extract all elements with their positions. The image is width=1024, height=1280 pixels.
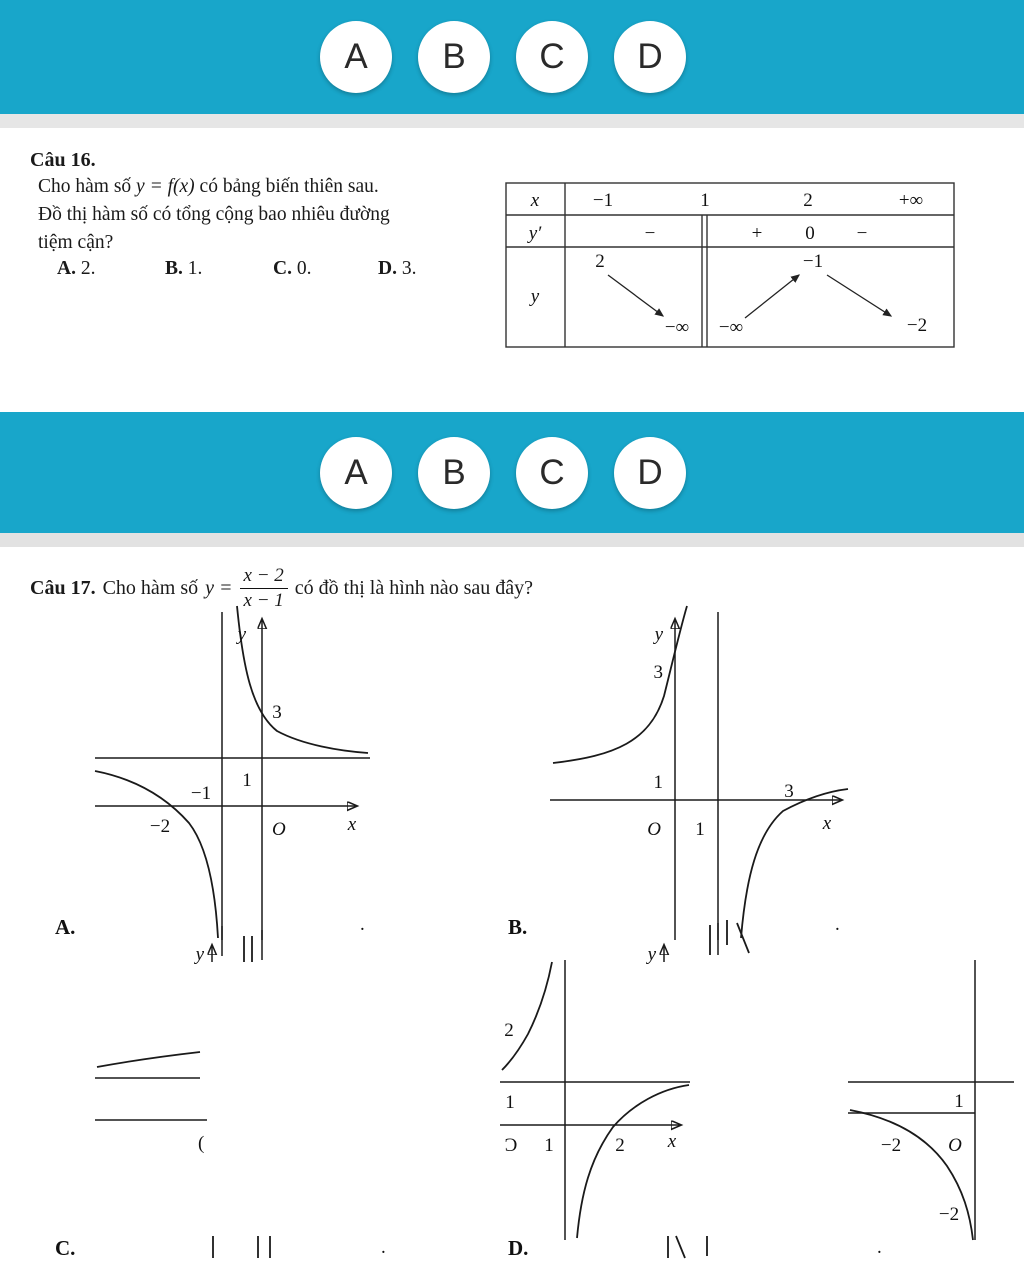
hyperbola-branch: [577, 1085, 689, 1238]
bbt-y-value: −∞: [664, 317, 690, 338]
divider: [0, 114, 1024, 128]
tick-label: 1: [242, 770, 252, 791]
graph-e: [848, 960, 1014, 1240]
hyperbola-branch: [502, 962, 552, 1070]
origin-label: O: [647, 819, 661, 840]
tick-label: −2: [149, 816, 171, 837]
crop-artifact: [646, 920, 749, 965]
axis-label-x: x: [347, 814, 357, 835]
origin-label: Ɔ: [504, 1135, 518, 1156]
tick-label: 3: [272, 702, 282, 723]
q16-text-prefix: Cho hàm số: [38, 176, 137, 197]
graph-d-label: D.: [508, 1236, 529, 1260]
bbt-sign: −: [644, 223, 656, 244]
q16-option-b-label: B.: [165, 258, 183, 279]
axis-label-x: x: [822, 813, 832, 834]
period: .: [381, 1237, 386, 1258]
period: .: [360, 914, 365, 935]
q16-option-c-label: C.: [273, 258, 292, 279]
variation-table: [505, 182, 955, 348]
graph-a: [95, 606, 370, 940]
graph-d: [500, 960, 690, 1240]
arrow-down-icon: [827, 275, 891, 316]
q16-option-b: [165, 258, 202, 280]
axis-label-y: y: [654, 624, 663, 645]
bbt-sign: −: [856, 223, 868, 244]
bbt-y-value: −1: [802, 251, 824, 272]
q17-text-after: có đồ thị là hình nào sau đây?: [294, 576, 534, 599]
tick-label: −1: [190, 783, 212, 804]
q16-option-a-value: 2.: [80, 258, 96, 279]
origin-label: O: [948, 1135, 962, 1156]
bbt-y-value: −∞: [718, 317, 744, 338]
crop-artifact: [213, 1236, 707, 1258]
axis-label-y: y: [647, 944, 656, 965]
fraction-numerator: x − 2: [240, 565, 288, 589]
origin-label: (: [198, 1133, 205, 1154]
graph-b-label: B.: [508, 915, 528, 939]
divider: [0, 533, 1024, 547]
fraction-denominator: x − 1: [243, 589, 284, 611]
q17-math-y: y =: [205, 576, 233, 599]
crop-artifact: [194, 926, 262, 965]
bbt-x-value: 1: [700, 190, 710, 211]
q16-option-a-label: A.: [57, 258, 76, 279]
period: .: [835, 914, 840, 935]
tick-label: 1: [653, 772, 663, 793]
tick-label: 2: [504, 1020, 514, 1041]
q16-text-suffix: có bảng biến thiên sau.: [194, 176, 379, 197]
hyperbola-branch: [553, 606, 687, 763]
q16-text-line3: tiệm cận?: [38, 232, 114, 253]
tick-label: 2: [615, 1135, 625, 1156]
answer-button-b[interactable]: B: [418, 21, 490, 93]
q16-option-d: [378, 258, 416, 280]
q17-heading: Câu 17.: [30, 576, 96, 599]
q16-text-line1: [38, 176, 379, 198]
bbt-sign: 0: [805, 223, 815, 244]
tick-label: 3: [784, 781, 794, 802]
q16-option-d-label: D.: [378, 258, 397, 279]
axis-label-x: x: [667, 1131, 677, 1152]
graph-a-label: A.: [55, 915, 76, 939]
bbt-header-yprime: y′: [528, 223, 542, 244]
answer-banner-top: [0, 0, 1024, 114]
answer-button-b[interactable]: B: [418, 437, 490, 509]
answer-button-a[interactable]: A: [320, 21, 392, 93]
hyperbola-branch: [97, 1052, 200, 1067]
answer-button-c[interactable]: C: [516, 21, 588, 93]
axis-label-y: y: [195, 944, 204, 965]
answer-button-d[interactable]: D: [614, 437, 686, 509]
bbt-header-y: y: [530, 286, 540, 307]
bbt-x-value: −1: [592, 190, 614, 211]
graph-b: [550, 606, 848, 940]
period: .: [877, 1237, 882, 1258]
tick-label: −2: [880, 1135, 902, 1156]
q16-option-c-value: 0.: [296, 258, 312, 279]
arrow-down-icon: [608, 275, 663, 316]
answer-button-a[interactable]: A: [320, 437, 392, 509]
arrow-up-icon: [745, 275, 799, 318]
bbt-x-value: +∞: [898, 190, 924, 211]
q16-text-line2: Đồ thị hàm số có tổng cộng bao nhiêu đường: [38, 204, 390, 225]
bbt-y-value: 2: [595, 251, 605, 272]
hyperbola-branch: [237, 606, 368, 753]
answer-button-c[interactable]: C: [516, 437, 588, 509]
origin-label: O: [272, 819, 286, 840]
bbt-header-x: x: [530, 190, 540, 211]
graph-c: [95, 1052, 207, 1154]
q16-heading: Câu 16.: [30, 149, 96, 171]
q16-math: y = f(x): [136, 176, 195, 197]
answer-button-d[interactable]: D: [614, 21, 686, 93]
q16-option-a: [57, 258, 95, 280]
q17-text-before: Cho hàm số: [102, 576, 199, 599]
axis-label-y: y: [237, 624, 246, 645]
bbt-y-value: −2: [906, 315, 928, 336]
q16-option-c: [273, 258, 311, 280]
bbt-x-value: 2: [803, 190, 813, 211]
answer-banner-mid: [0, 412, 1024, 533]
hyperbola-branch: [741, 789, 848, 938]
q16-option-d-value: 3.: [401, 258, 417, 279]
tick-label: 1: [954, 1091, 964, 1112]
tick-label: 3: [653, 662, 663, 683]
graph-c-label: C.: [55, 1236, 76, 1260]
tick-label: −2: [938, 1204, 960, 1225]
q16-option-b-value: 1.: [187, 258, 203, 279]
tick-label: 1: [505, 1092, 515, 1113]
bbt-sign: +: [751, 223, 763, 244]
tick-label: 1: [544, 1135, 554, 1156]
q17-graphs: [0, 548, 1024, 1280]
tick-label: 1: [695, 819, 705, 840]
